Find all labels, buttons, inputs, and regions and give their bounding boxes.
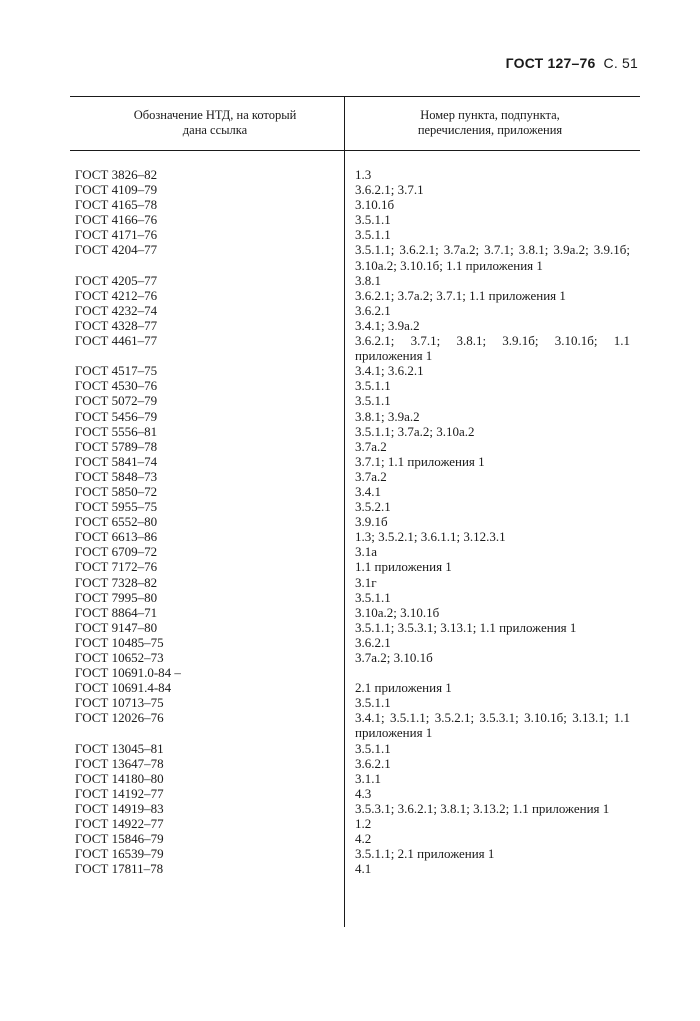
standard-designation: ГОСТ 4171–76 <box>75 227 158 243</box>
standard-designation: ГОСТ 4328–77 <box>75 317 158 333</box>
standard-designation: ГОСТ 4517–75 <box>75 363 158 379</box>
table-row <box>0 227 700 242</box>
table-row <box>0 514 700 529</box>
table-row <box>0 333 700 363</box>
clause-reference <box>355 665 630 680</box>
clause-reference: 3.8.1; 3.9а.2 <box>355 408 420 424</box>
table-row <box>0 484 700 499</box>
table-row <box>0 439 700 454</box>
standard-designation: ГОСТ 5850–72 <box>75 483 158 499</box>
standard-designation: ГОСТ 5072–79 <box>75 393 158 409</box>
table-row <box>0 167 700 182</box>
table-row <box>0 635 700 650</box>
table-row <box>0 197 700 212</box>
standard-designation: ГОСТ 12026–76 <box>75 710 164 726</box>
standard-designation: ГОСТ 4530–76 <box>75 378 158 394</box>
column-header-document-line2: дана ссылка <box>182 123 248 137</box>
standard-designation: ГОСТ 8864–71 <box>75 604 158 620</box>
clause-reference: 3.7а.2 <box>355 438 387 454</box>
standard-designation: ГОСТ 4212–76 <box>75 287 158 303</box>
clause-reference: 3.1.1 <box>355 770 381 786</box>
table-row <box>0 242 700 272</box>
standard-designation: ГОСТ 5841–74 <box>75 453 158 469</box>
standard-designation: ГОСТ 9147–80 <box>75 619 158 635</box>
clause-reference: 3.4.1 <box>355 483 381 499</box>
clause-reference: 3.7.1; 1.1 приложения 1 <box>355 453 485 469</box>
standard-designation: ГОСТ 16539–79 <box>75 846 164 862</box>
clause-reference: 4.3 <box>355 785 372 801</box>
table-row <box>0 650 700 665</box>
clause-reference: 3.5.1.1 <box>355 589 391 605</box>
clause-reference: 4.1 <box>355 861 372 877</box>
standard-designation: ГОСТ 4232–74 <box>75 302 158 318</box>
clause-reference: 3.6.2.1 <box>355 302 391 318</box>
clause-reference: 3.5.1.1 <box>355 393 391 409</box>
clause-reference: 3.1а <box>355 544 378 560</box>
table-row <box>0 454 700 469</box>
clause-reference: 3.7а.2 <box>355 468 387 484</box>
column-header-document-line1: Обозначение НТД, на который <box>133 108 297 122</box>
standard-designation: ГОСТ 14180–80 <box>75 770 164 786</box>
column-header-reference-line2: перечисления, приложения <box>417 123 563 137</box>
table-row <box>0 846 700 861</box>
table-row <box>0 378 700 393</box>
table-row <box>0 318 700 333</box>
table-row <box>0 424 700 439</box>
table-top-rule <box>70 96 640 97</box>
table-row <box>0 786 700 801</box>
column-header-reference-line1: Номер пункта, подпункта, <box>420 108 560 122</box>
clause-reference: 3.4.1; 3.5.1.1; 3.5.2.1; 3.5.3.1; 3.10.1б; 3.13.1; 1.1 приложения 1 <box>355 710 630 741</box>
clause-reference: 3.6.2.1; 3.7.1; 3.8.1; 3.9.1б; 3.10.1б; 1.1 приложения 1 <box>355 333 630 364</box>
clause-reference: 3.5.3.1; 3.6.2.1; 3.8.1; 3.13.2; 1.1 приложения 1 <box>355 800 610 816</box>
clause-reference: 3.5.1.1 <box>355 212 391 228</box>
table-row <box>0 575 700 590</box>
table-row <box>0 273 700 288</box>
clause-reference: 3.6.2.1 <box>355 755 391 771</box>
standard-designation: ГОСТ 10652–73 <box>75 650 164 665</box>
table-row <box>0 605 700 620</box>
standard-designation: ГОСТ 15846–79 <box>75 831 164 847</box>
standard-designation: ГОСТ 4166–76 <box>75 212 158 228</box>
clause-reference: 3.5.1.1; 3.7а.2; 3.10а.2 <box>355 423 475 439</box>
table-row <box>0 695 700 710</box>
table-row <box>0 288 700 303</box>
clause-reference: 3.10.1б <box>355 197 395 213</box>
document-code: ГОСТ 127–76 <box>505 55 596 71</box>
standard-designation: ГОСТ 10713–75 <box>75 695 164 711</box>
standard-designation: ГОСТ 5456–79 <box>75 408 158 424</box>
page-number: С. 51 <box>603 55 638 71</box>
table-row <box>0 861 700 876</box>
table-row <box>0 801 700 816</box>
standard-designation: ГОСТ 4461–77 <box>75 333 158 349</box>
clause-reference: 3.5.1.1; 3.5.3.1; 3.13.1; 1.1 приложения 1 <box>355 619 577 635</box>
table-row <box>0 182 700 197</box>
table-row <box>0 710 700 740</box>
table-row <box>0 529 700 544</box>
clause-reference: 1.3 <box>355 167 372 182</box>
table-row <box>0 665 700 680</box>
standard-designation: ГОСТ 7328–82 <box>75 574 158 590</box>
standard-designation: ГОСТ 10485–75 <box>75 634 164 650</box>
standard-designation: ГОСТ 3826–82 <box>75 167 158 182</box>
clause-reference: 3.10а.2; 3.10.1б <box>355 604 440 620</box>
standard-designation: ГОСТ 4165–78 <box>75 197 158 213</box>
table-row <box>0 771 700 786</box>
clause-reference: 1.3; 3.5.2.1; 3.6.1.1; 3.12.3.1 <box>355 529 506 545</box>
table-body <box>0 167 700 876</box>
page-header <box>506 55 638 71</box>
clause-reference: 3.6.2.1 <box>355 634 391 650</box>
table-row <box>0 590 700 605</box>
table-row <box>0 620 700 635</box>
clause-reference: 1.1 приложения 1 <box>355 559 452 575</box>
clause-reference: 3.5.1.1 <box>355 378 391 394</box>
standard-designation: ГОСТ 4204–77 <box>75 242 158 258</box>
clause-reference: 3.5.1.1; 2.1 приложения 1 <box>355 846 495 862</box>
column-header-reference <box>360 108 620 138</box>
table-row <box>0 212 700 227</box>
table-row <box>0 831 700 846</box>
standard-designation: ГОСТ 4205–77 <box>75 272 158 288</box>
clause-reference: 3.5.1.1 <box>355 740 391 756</box>
standard-designation: ГОСТ 13647–78 <box>75 755 164 771</box>
clause-reference: 3.6.2.1; 3.7а.2; 3.7.1; 1.1 приложения 1 <box>355 287 566 303</box>
clause-reference: 3.6.2.1; 3.7.1 <box>355 182 424 198</box>
clause-reference: 4.2 <box>355 831 372 847</box>
table-row <box>0 303 700 318</box>
table-row <box>0 363 700 378</box>
standard-designation: ГОСТ 5789–78 <box>75 438 158 454</box>
clause-reference: 2.1 приложения 1 <box>355 680 452 696</box>
clause-reference: 3.8.1 <box>355 272 381 288</box>
standard-designation: ГОСТ 6709–72 <box>75 544 158 560</box>
clause-reference: 3.5.1.1 <box>355 227 391 243</box>
table-row <box>0 499 700 514</box>
standard-designation: ГОСТ 6552–80 <box>75 514 158 530</box>
standard-designation: ГОСТ 7172–76 <box>75 559 158 575</box>
clause-reference: 3.7а.2; 3.10.1б <box>355 650 433 665</box>
standard-designation: ГОСТ 10691.0-84 – <box>75 665 181 681</box>
standard-designation: ГОСТ 6613–86 <box>75 529 158 545</box>
standard-designation: ГОСТ 5848–73 <box>75 468 158 484</box>
table-row <box>0 393 700 408</box>
clause-reference: 3.4.1; 3.9а.2 <box>355 317 420 333</box>
clause-reference: 1.2 <box>355 816 372 832</box>
table-header-rule <box>70 150 640 151</box>
table-row <box>0 559 700 574</box>
table-row <box>0 816 700 831</box>
table-row <box>0 756 700 771</box>
standard-designation: ГОСТ 10691.4-84 <box>75 680 172 696</box>
standard-designation: ГОСТ 7995–80 <box>75 589 158 605</box>
table-row <box>0 680 700 695</box>
table-row <box>0 741 700 756</box>
standard-designation: ГОСТ 4109–79 <box>75 182 158 198</box>
table-row <box>0 469 700 484</box>
standard-designation: ГОСТ 17811–78 <box>75 861 164 877</box>
table-row <box>0 409 700 424</box>
clause-reference: 3.9.1б <box>355 514 388 530</box>
clause-reference: 3.4.1; 3.6.2.1 <box>355 363 424 379</box>
clause-reference: 3.1г <box>355 574 377 590</box>
standard-designation: ГОСТ 14192–77 <box>75 785 164 801</box>
standard-designation: ГОСТ 14919–83 <box>75 800 164 816</box>
column-header-document <box>100 108 330 138</box>
clause-reference: 3.5.1.1; 3.6.2.1; 3.7а.2; 3.7.1; 3.8.1; 3.9а.2; 3.9.1б; 3.10а.2; 3.10.1б; 1.1 приложения 1 <box>355 242 630 273</box>
standard-designation: ГОСТ 14922–77 <box>75 816 164 832</box>
standard-designation: ГОСТ 5955–75 <box>75 499 158 515</box>
clause-reference: 3.5.1.1 <box>355 695 391 711</box>
table-row <box>0 544 700 559</box>
standard-designation: ГОСТ 5556–81 <box>75 423 158 439</box>
clause-reference: 3.5.2.1 <box>355 499 391 515</box>
standard-designation: ГОСТ 13045–81 <box>75 740 164 756</box>
